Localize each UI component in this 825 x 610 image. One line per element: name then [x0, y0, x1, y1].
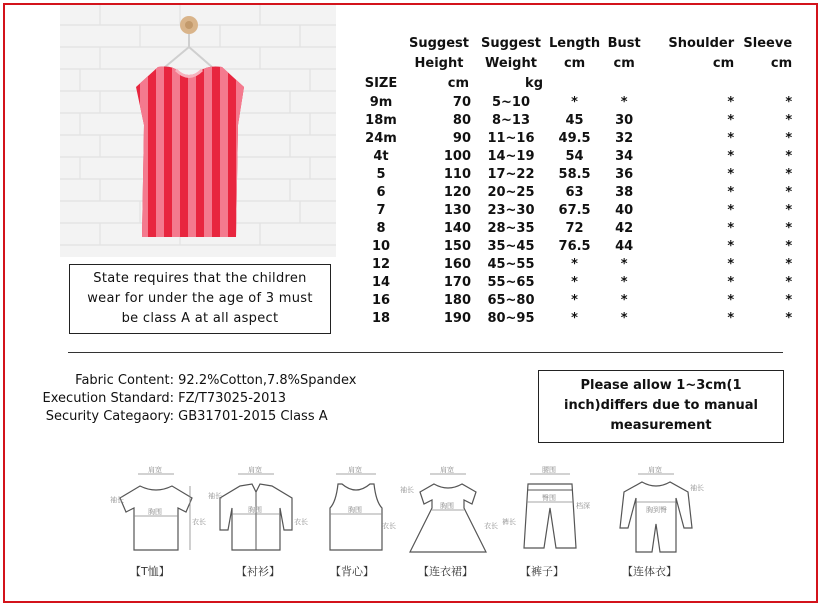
cell-weight: 55~65 [487, 275, 535, 290]
cell-height: 90 [452, 131, 471, 146]
caption-romper: 【连体衣】 [622, 565, 677, 578]
table-row [355, 166, 792, 184]
svg-text:胸围: 胸围 [348, 506, 362, 514]
cell-bust: 30 [615, 113, 634, 128]
romper-diagram-icon [610, 468, 706, 558]
execution-standard-row [22, 390, 356, 408]
svg-text:肩宽: 肩宽 [248, 466, 262, 474]
cell-size: 18 [371, 311, 391, 326]
table-row [355, 184, 792, 202]
execution-standard-label: Execution Standard: [42, 391, 174, 406]
table-row [355, 238, 792, 256]
svg-text:衣长: 衣长 [484, 522, 498, 530]
table-row [355, 148, 792, 166]
cell-weight: 28~35 [487, 221, 535, 236]
cell-length: 58.5 [558, 167, 591, 182]
cell-bust: 36 [615, 167, 634, 182]
cell-height: 100 [443, 149, 471, 164]
cell-height: 70 [452, 95, 471, 110]
cell-sleeve: * [785, 95, 793, 110]
measurement-tolerance-note [538, 370, 784, 443]
table-row [355, 274, 792, 292]
cell-weight: 23~30 [487, 203, 535, 218]
caption-pants: 【裤子】 [520, 565, 564, 578]
cell-weight: 5~10 [491, 95, 531, 110]
cell-shoulder: * [727, 185, 735, 200]
cell-shoulder: * [727, 275, 735, 290]
cell-shoulder: * [727, 95, 735, 110]
svg-text:胸围: 胸围 [148, 508, 162, 516]
cell-sleeve: * [785, 203, 793, 218]
cell-shoulder: * [727, 113, 735, 128]
cell-shoulder: * [727, 203, 735, 218]
cell-size: 5 [376, 167, 386, 182]
cell-height: 180 [443, 293, 471, 308]
cell-sleeve: * [785, 257, 793, 272]
table-row [355, 94, 792, 112]
cell-sleeve: * [785, 239, 793, 254]
note-line: wear for under the age of 3 must [87, 291, 313, 306]
allow-line: inch)differs due to manual [563, 398, 759, 413]
dress-diagram-icon [398, 468, 498, 558]
header-sleeve: Sleeve cm [743, 36, 793, 71]
allow-line: Please allow 1~3cm(1 [580, 378, 742, 393]
cell-shoulder: * [727, 257, 735, 272]
cell-bust: 32 [615, 131, 634, 146]
svg-text:肩宽: 肩宽 [148, 466, 162, 474]
fabric-content-label: Fabric Content: [75, 373, 174, 388]
cell-height: 80 [452, 113, 471, 128]
cell-bust: * [620, 275, 628, 290]
cell-size: 7 [376, 203, 386, 218]
cell-weight: 20~25 [487, 185, 535, 200]
cell-bust: * [620, 311, 628, 326]
table-row [355, 256, 792, 274]
header-size: SIZE [364, 76, 398, 91]
cell-weight: 65~80 [487, 293, 535, 308]
cell-length: 63 [565, 185, 584, 200]
cell-length: * [571, 311, 578, 326]
svg-text:衣长: 衣长 [294, 518, 308, 526]
cell-height: 120 [443, 185, 471, 200]
caption-tshirt: 【T恤】 [130, 565, 170, 578]
table-row [355, 292, 792, 310]
hanger-icon [165, 34, 212, 67]
cell-weight: 17~22 [487, 167, 535, 182]
svg-text:袖长: 袖长 [690, 484, 704, 492]
cell-shoulder: * [727, 311, 735, 326]
svg-text:袖长: 袖长 [400, 486, 414, 494]
cell-sleeve: * [785, 113, 793, 128]
svg-text:胸围: 胸围 [440, 502, 454, 510]
cell-length: * [571, 95, 578, 110]
fabric-content-row [22, 372, 356, 390]
cell-weight: 45~55 [487, 257, 535, 272]
table-row [355, 220, 792, 238]
svg-text:肩宽: 肩宽 [348, 466, 362, 474]
header-height: Suggest Height cm [409, 36, 469, 91]
cell-shoulder: * [727, 167, 735, 182]
cell-size: 10 [371, 239, 391, 254]
cell-length: * [571, 257, 578, 272]
cell-bust: * [620, 293, 628, 308]
brick-wall-background [60, 5, 336, 257]
cell-length: 54 [565, 149, 584, 164]
cell-shoulder: * [727, 239, 735, 254]
cell-sleeve: * [785, 185, 793, 200]
cell-height: 110 [443, 167, 471, 182]
header-shoulder: Shoulder cm [668, 36, 735, 71]
cell-sleeve: * [785, 293, 793, 308]
security-category-label: Security Categaory: [45, 409, 174, 424]
cell-bust: * [620, 257, 628, 272]
svg-text:腰围: 腰围 [542, 466, 556, 474]
security-category-value: GB31701-2015 Class A [178, 409, 328, 424]
size-chart-table [355, 34, 792, 328]
cell-sleeve: * [785, 221, 793, 236]
cell-length: 49.5 [558, 131, 591, 146]
cell-size: 14 [371, 275, 391, 290]
cell-bust: 38 [615, 185, 634, 200]
security-category-row [22, 408, 356, 426]
cell-size: 4t [373, 149, 389, 164]
cell-height: 170 [443, 275, 471, 290]
fabric-specs [22, 372, 356, 426]
svg-text:衣长: 衣长 [382, 522, 396, 530]
cell-length: * [571, 293, 578, 308]
caption-dress: 【连衣裙】 [418, 565, 473, 578]
cell-bust: 44 [615, 239, 634, 254]
cell-shoulder: * [727, 131, 735, 146]
allow-line: measurement [610, 418, 712, 433]
caption-shirt: 【衬衫】 [236, 565, 280, 578]
execution-standard-value: FZ/T73025-2013 [178, 391, 286, 406]
cell-size: 12 [371, 257, 391, 272]
cell-size: 6 [376, 185, 386, 200]
cell-height: 190 [443, 311, 471, 326]
cell-weight: 8~13 [491, 113, 531, 128]
age-requirement-note [69, 264, 331, 334]
cell-weight: 35~45 [487, 239, 535, 254]
cell-length: 76.5 [558, 239, 591, 254]
cell-sleeve: * [785, 167, 793, 182]
cell-sleeve: * [785, 131, 793, 146]
svg-text:袖长: 袖长 [110, 496, 124, 504]
shirt-diagram-icon [208, 468, 308, 558]
pants-diagram-icon [500, 468, 600, 558]
striped-shirt [130, 60, 250, 245]
cell-length: 67.5 [558, 203, 591, 218]
caption-vest: 【背心】 [330, 565, 374, 578]
cell-height: 130 [443, 203, 471, 218]
cell-size: 16 [371, 293, 391, 308]
cell-sleeve: * [785, 311, 793, 326]
header-bust: Bust cm [607, 36, 641, 71]
cell-bust: * [620, 95, 628, 110]
cell-size: 24m [365, 131, 397, 146]
cell-height: 160 [443, 257, 471, 272]
svg-text:胸到臀: 胸到臀 [646, 506, 667, 514]
note-line: be class A at all aspect [121, 311, 279, 326]
cell-shoulder: * [727, 293, 735, 308]
cell-size: 8 [376, 221, 386, 236]
svg-text:档深: 档深 [576, 502, 590, 510]
cell-size: 18m [365, 113, 397, 128]
header-weight: Suggest Weight kg [481, 36, 543, 91]
table-row [355, 202, 792, 220]
cell-length: 72 [565, 221, 584, 236]
fabric-content-value: 92.2%Cotton,7.8%Spandex [178, 373, 357, 388]
svg-text:胸围: 胸围 [248, 506, 262, 514]
cell-size: 9m [369, 95, 393, 110]
cell-bust: 34 [615, 149, 634, 164]
svg-text:裤长: 裤长 [502, 518, 516, 526]
table-row [355, 310, 792, 328]
svg-text:肩宽: 肩宽 [648, 466, 662, 474]
cell-sleeve: * [785, 149, 793, 164]
cell-bust: 42 [615, 221, 634, 236]
table-row [355, 112, 792, 130]
cell-weight: 14~19 [487, 149, 535, 164]
table-header-row [355, 34, 792, 94]
cell-length: * [571, 275, 578, 290]
svg-text:臀围: 臀围 [542, 494, 556, 502]
section-divider [68, 352, 783, 353]
cell-height: 140 [443, 221, 471, 236]
cell-shoulder: * [727, 221, 735, 236]
note-line: State requires that the children [93, 271, 307, 286]
product-photo [60, 5, 336, 257]
tshirt-diagram-icon [108, 468, 204, 558]
vest-diagram-icon [316, 468, 396, 558]
cell-weight: 11~16 [487, 131, 535, 146]
svg-text:袖长: 袖长 [208, 492, 222, 500]
cell-length: 45 [565, 113, 584, 128]
header-length: Length cm [549, 36, 601, 71]
svg-text:肩宽: 肩宽 [440, 466, 454, 474]
cell-height: 150 [443, 239, 471, 254]
cell-bust: 40 [615, 203, 634, 218]
cell-weight: 80~95 [487, 311, 535, 326]
cell-shoulder: * [727, 149, 735, 164]
table-row [355, 130, 792, 148]
cell-sleeve: * [785, 275, 793, 290]
svg-text:衣长: 衣长 [192, 518, 206, 526]
